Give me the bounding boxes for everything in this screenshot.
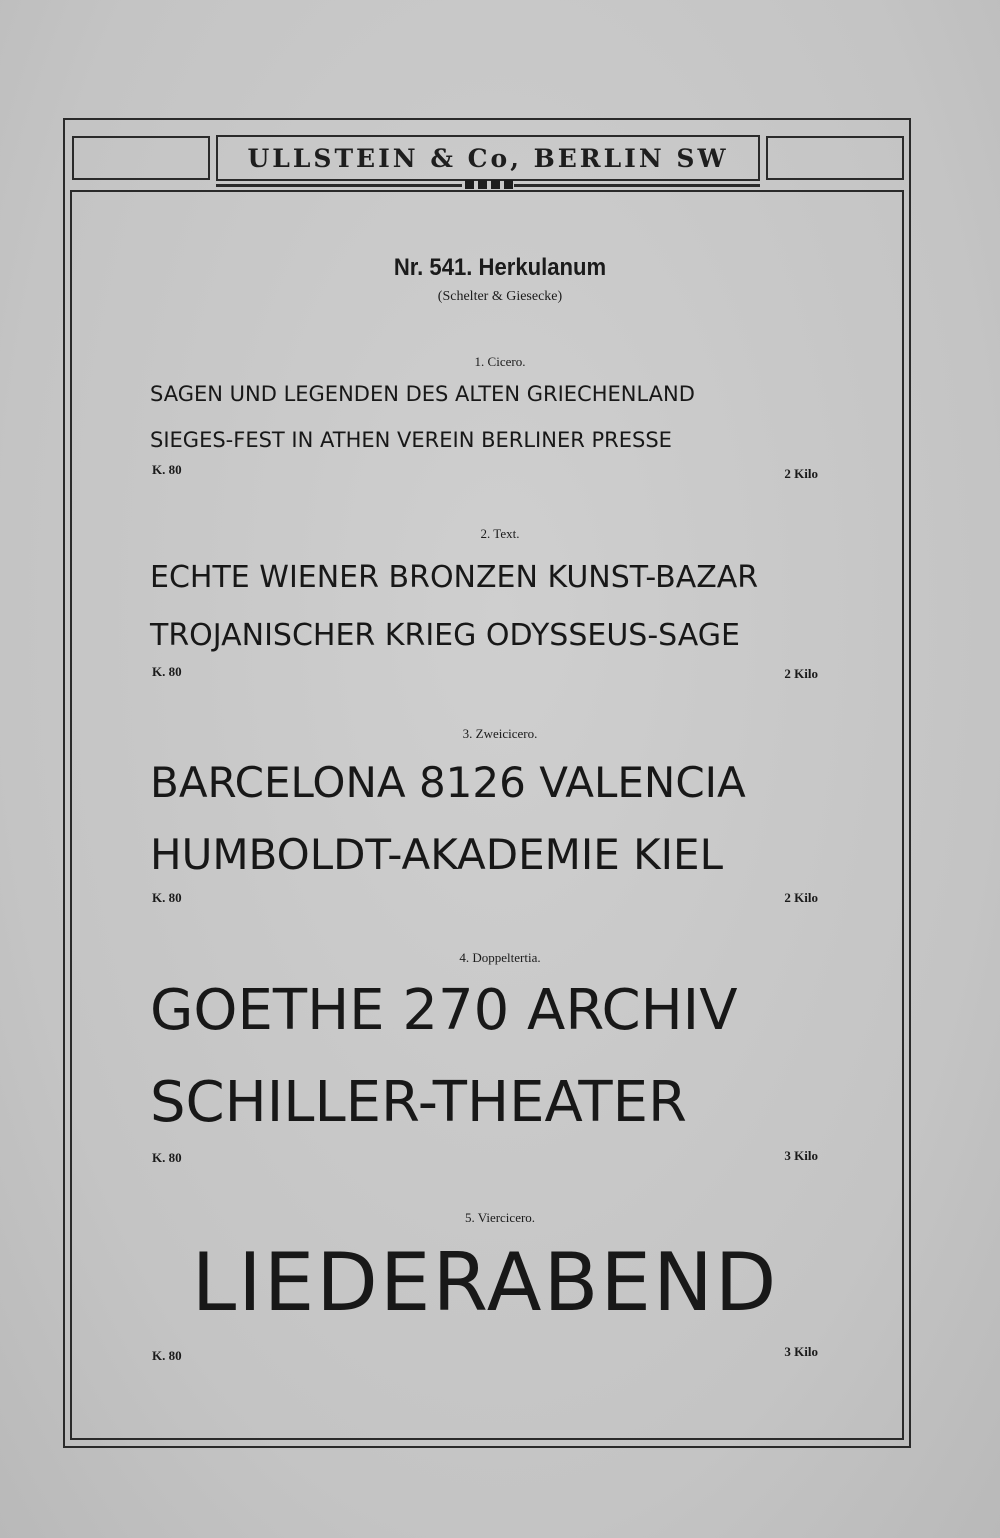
publisher-header [216,135,760,181]
price-code: K. 80 [152,664,182,679]
price-code: K. 80 [152,462,182,477]
section-label: 4. Doppeltertia. [459,950,541,965]
price-code: K. 80 [152,1348,182,1363]
section-label: 5. Viercicero. [464,1210,536,1225]
foundry-subtitle: (Schelter & Giesecke) [437,289,563,304]
header-rule-left [216,184,462,187]
specimen-line: LIEDERABEND [191,1236,779,1329]
section-label: 3. Zweicicero. [462,726,538,741]
typeface-title: Nr. 541. Herkulanum [393,254,607,281]
section-label: 2. Text. [480,526,520,541]
ornament-square [465,180,474,189]
specimen-line: SAGEN UND LEGENDEN DES ALTEN GRIECHENLAND [150,382,695,406]
specimen-line: TROJANISCHER KRIEG ODYSSEUS-SAGE [150,618,740,653]
ornament-squares [465,180,513,189]
section-label: 1. Cicero. [474,354,526,369]
specimen-line: SIEGES-FEST IN ATHEN VEREIN BERLINER PRESSE [150,428,672,452]
ornament-square [491,180,500,189]
weight-label: 2 Kilo [784,890,818,905]
specimen-line: SCHILLER-THEATER [150,1070,687,1135]
weight-label: 2 Kilo [784,666,818,681]
weight-label: 3 Kilo [784,1344,818,1359]
weight-label: 3 Kilo [784,1148,818,1163]
specimen-line: GOETHE 270 ARCHIV [150,978,738,1043]
specimen-line: ECHTE WIENER BRONZEN KUNST-BAZAR [150,560,759,595]
specimen-line: HUMBOLDT-AKADEMIE KIEL [150,830,723,879]
publisher-name: ULLSTEIN & Co, BERLIN SW [247,143,729,173]
ornament-square [478,180,487,189]
header-rule-right [514,184,760,187]
price-code: K. 80 [152,1150,182,1165]
header-left-panel [72,136,210,180]
specimen-line: BARCELONA 8126 VALENCIA [150,758,746,807]
ornament-square [504,180,513,189]
weight-label: 2 Kilo [784,466,818,481]
price-code: K. 80 [152,890,182,905]
header-right-panel [766,136,904,180]
